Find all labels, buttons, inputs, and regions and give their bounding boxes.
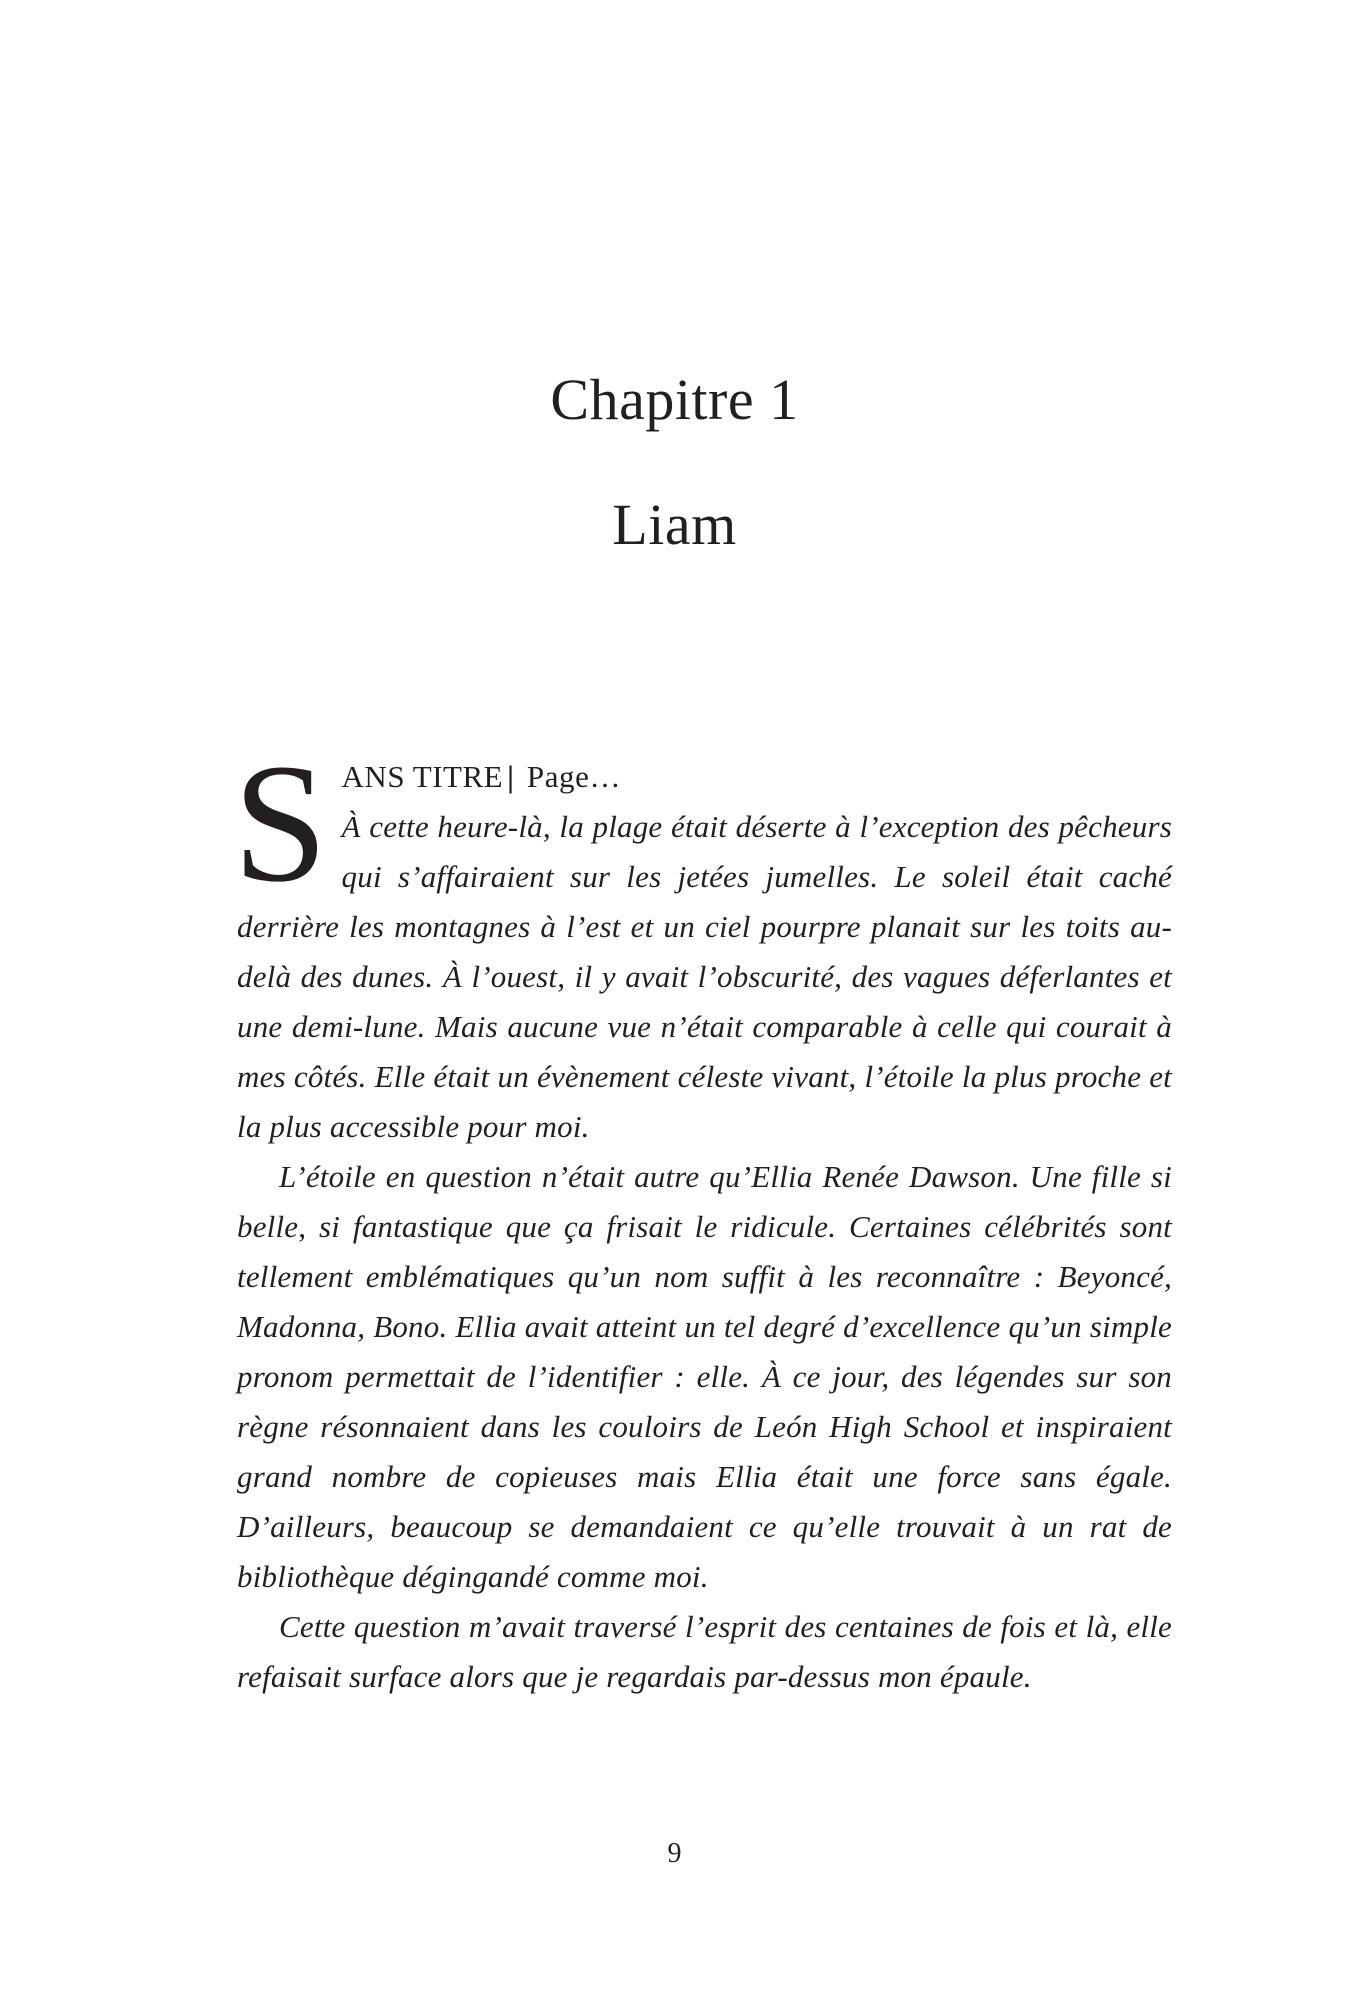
opening-line <box>237 752 1172 802</box>
paragraph-3: Cette question m’avait traversé l’esprit des centaines de fois et là, elle refaisait surface alors que je regardais par-dessus mon épaule. <box>237 1609 1172 1694</box>
chapter-body <box>233 729 1172 1702</box>
page-number: 9 <box>667 1838 682 1869</box>
chapter-title: Liam <box>612 492 737 557</box>
paragraph-1: À cette heure-là, la plage était déserte à l’exception des pêcheurs qui s’affairaient sur les jetées jumelles. Le soleil était caché derrière les montagnes à l’est et un ciel pourpre planait sur les toits au-delà des dunes. À l’ouest, il y avait l’obscurité, des vagues déferlantes et une demi-lune. Mais aucune vue n’était comparable à celle qui courait à mes côtés. Elle était un évènement céleste vivant, l’étoile la plus proche et la plus accessible pour moi. <box>237 809 1172 1144</box>
chapter-number: Chapitre 1 <box>550 367 799 432</box>
opening-rest: Page… <box>518 759 622 794</box>
opening-caps: ANS TITRE <box>341 759 504 794</box>
drop-cap: S <box>233 729 328 917</box>
paragraph-2: L’étoile en question n’était autre qu’Ellia Renée Dawson. Une fille si belle, si fantastique que ça frisait le ridicule. Certaines célébrités sont tellement emblématiques qu’un nom suffit à les reconnaître : Beyoncé, Madonna, Bono. Ellia avait atteint un tel degré d’excellence qu’un simple pronom permettait de l’identifier : elle. À ce jour, des légendes sur son règne résonnaient dans les couloirs de León High School et inspiraient grand nombre de copieuses mais Ellia était une force sans égale. D’ailleurs, beaucoup se demandaient ce qu’elle trouvait à un rat de bibliothèque dégingandé comme moi. <box>237 1159 1172 1594</box>
opening-separator: | <box>507 759 515 794</box>
